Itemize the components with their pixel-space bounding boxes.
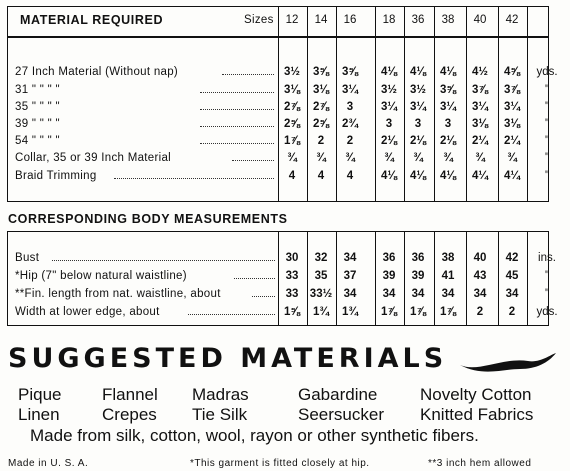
material-value: ¾: [345, 152, 355, 164]
size-column-rule: [375, 231, 376, 326]
sizes-label: Sizes: [244, 14, 274, 26]
body-value: 1¾: [342, 306, 358, 318]
leader-dots: [52, 260, 275, 261]
material-value: 2¼: [472, 135, 488, 147]
material-value: 3⅛: [313, 84, 329, 96]
body-value: 2: [476, 306, 484, 318]
body-row-label: *Hip (7" below natural waistline): [15, 270, 187, 282]
material-value: 4⅛: [440, 66, 456, 78]
material-value: 1⅞: [284, 135, 300, 147]
fabric-name: Linen: [18, 405, 60, 424]
material-value: 3⅛: [284, 84, 300, 96]
material-value: 3⅝: [313, 66, 329, 78]
body-value: 1⅞: [410, 306, 426, 318]
material-value: 3⅝: [440, 84, 456, 96]
material-row-label: Braid Trimming: [15, 170, 97, 182]
material-value: 3⅛: [472, 118, 488, 130]
leader-dots: [232, 160, 274, 161]
size-header: 12: [285, 14, 299, 26]
made-in-note: Made in U. S. A.: [8, 458, 89, 469]
leader-dots: [200, 126, 274, 127]
body-value: 1⅝: [284, 306, 300, 318]
body-value: 1¾: [313, 306, 329, 318]
leader-dots: [252, 296, 275, 297]
size-header: 40: [473, 14, 487, 26]
material-value: 2¾: [342, 118, 358, 130]
body-unit: ": [544, 270, 550, 282]
body-value: 33: [285, 270, 299, 282]
material-value: ¾: [316, 152, 326, 164]
material-unit: ": [544, 152, 550, 164]
size-header: 18: [382, 14, 396, 26]
material-value: 2⅛: [410, 135, 426, 147]
size-column-rule: [434, 231, 435, 326]
body-value: 39: [382, 270, 396, 282]
material-row-label: 35 " " " ": [15, 101, 60, 113]
body-value: 34: [343, 252, 357, 264]
material-value: ¾: [413, 152, 423, 164]
material-value: 3¼: [504, 101, 520, 113]
size-header: 14: [314, 14, 328, 26]
size-column-rule: [498, 6, 499, 202]
size-column-rule: [307, 6, 308, 202]
body-value: 34: [505, 288, 519, 300]
leader-dots: [200, 143, 274, 144]
size-column-rule: [404, 231, 405, 326]
body-value: 33½: [309, 288, 333, 300]
material-value: 2⅞: [284, 101, 300, 113]
body-table-title: CORRESPONDING BODY MEASUREMENTS: [8, 212, 288, 226]
material-row-label: 39 " " " ": [15, 118, 60, 130]
material-value: 4: [317, 170, 325, 182]
material-value: 4⅛: [410, 170, 426, 182]
material-unit: ": [544, 84, 550, 96]
material-value: ¾: [287, 152, 297, 164]
body-value: 42: [505, 252, 519, 264]
body-value: 34: [441, 288, 455, 300]
body-value: 34: [343, 288, 357, 300]
body-value: 45: [505, 270, 519, 282]
body-value: 30: [285, 252, 299, 264]
leader-dots: [188, 314, 275, 315]
material-value: 3¼: [342, 84, 358, 96]
material-value: ¾: [475, 152, 485, 164]
fabric-name: Crepes: [102, 405, 157, 424]
fabric-name: Knitted Fabrics: [420, 405, 534, 424]
size-column-rule: [336, 6, 337, 202]
leader-dots: [114, 178, 274, 179]
body-value: 2: [508, 306, 516, 318]
fit-note: *This garment is fitted closely at hip.: [190, 458, 370, 469]
body-value: 36: [382, 252, 396, 264]
body-value: 36: [411, 252, 425, 264]
body-value: 37: [343, 270, 357, 282]
fabric-name: Novelty Cotton: [420, 385, 532, 404]
body-value: 34: [473, 288, 487, 300]
size-header: 16: [343, 14, 357, 26]
material-unit: ": [544, 101, 550, 113]
body-value: 35: [314, 270, 328, 282]
body-row-label: **Fin. length from nat. waistline, about: [15, 288, 221, 300]
fiber-note: Made from silk, cotton, wool, rayon or other synthetic fibers.: [30, 426, 479, 445]
material-value: 3: [444, 118, 452, 130]
body-row-label: Bust: [15, 252, 40, 264]
size-column-rule: [404, 6, 405, 202]
body-unit: ": [544, 288, 550, 300]
material-value: 4⅛: [410, 66, 426, 78]
material-unit: ": [544, 170, 550, 182]
body-value: 33: [285, 288, 299, 300]
size-column-rule: [466, 6, 467, 202]
material-value: 2: [317, 135, 325, 147]
body-value: 41: [441, 270, 455, 282]
body-value: 1⅞: [381, 306, 397, 318]
material-value: 4: [288, 170, 296, 182]
material-value: 2¼: [504, 135, 520, 147]
material-value: 4⅛: [381, 66, 397, 78]
leader-dots: [200, 109, 274, 110]
material-value: ¾: [443, 152, 453, 164]
body-value: 39: [411, 270, 425, 282]
material-unit: ": [544, 118, 550, 130]
material-value: 2⅝: [313, 118, 329, 130]
suggested-materials-title: SUGGESTED MATERIALS: [8, 343, 448, 374]
material-value: 4⅛: [440, 170, 456, 182]
unit-column-rule: [527, 6, 528, 202]
material-value: 3⅞: [504, 84, 520, 96]
body-value: 34: [382, 288, 396, 300]
hem-note: **3 inch hem allowed: [428, 458, 532, 469]
material-value: 2⅛: [440, 135, 456, 147]
size-column-rule: [466, 231, 467, 326]
material-value: 3¼: [381, 101, 397, 113]
material-value: 2⅛: [381, 135, 397, 147]
leader-dots: [222, 74, 274, 75]
swash-ornament: [458, 347, 558, 375]
material-value: 3: [414, 118, 422, 130]
size-header: 42: [505, 14, 519, 26]
material-value: 2⅞: [313, 101, 329, 113]
fabric-name: Pique: [18, 385, 62, 404]
size-column-rule: [434, 6, 435, 202]
material-value: 2⅝: [284, 118, 300, 130]
size-header: 38: [441, 14, 455, 26]
body-value: 32: [314, 252, 328, 264]
material-value: ¾: [384, 152, 394, 164]
material-row-label: 31 " " " ": [15, 84, 60, 96]
material-value: 4⅝: [504, 66, 520, 78]
material-value: 3: [385, 118, 393, 130]
material-value: 4⅛: [381, 170, 397, 182]
leader-dots: [200, 92, 274, 93]
body-value: 34: [411, 288, 425, 300]
body-value: 43: [473, 270, 487, 282]
size-column-rule: [336, 231, 337, 326]
size-column-rule: [375, 6, 376, 202]
material-row-label: 54 " " " ": [15, 135, 60, 147]
material-value: 3⅝: [342, 66, 358, 78]
material-value: 3⅞: [472, 84, 488, 96]
material-unit: ": [544, 135, 550, 147]
material-row-label: 27 Inch Material (Without nap): [15, 66, 179, 78]
material-value: 2: [346, 135, 354, 147]
material-value: 3½: [410, 84, 426, 96]
size-column-rule: [278, 6, 279, 202]
material-value: ¾: [507, 152, 517, 164]
body-unit: ins.: [538, 252, 556, 264]
unit-column-rule: [527, 231, 528, 326]
material-value: 4½: [472, 66, 488, 78]
material-value: 3½: [381, 84, 397, 96]
fabric-name: Gabardine: [298, 385, 378, 404]
material-value: 3¼: [410, 101, 426, 113]
material-value: 3½: [284, 66, 300, 78]
material-value: 3¼: [440, 101, 456, 113]
material-value: 3: [346, 101, 354, 113]
size-header: 36: [411, 14, 425, 26]
size-column-rule: [498, 231, 499, 326]
material-unit: yds.: [536, 66, 558, 78]
fabric-name: Flannel: [102, 385, 158, 404]
material-value: 4¼: [504, 170, 520, 182]
material-table-title: MATERIAL REQUIRED: [20, 13, 164, 27]
body-value: 40: [473, 252, 487, 264]
material-value: 4¼: [472, 170, 488, 182]
material-value: 3¼: [472, 101, 488, 113]
fabric-name: Tie Silk: [192, 405, 248, 424]
size-column-rule: [307, 231, 308, 326]
material-value: 4: [346, 170, 354, 182]
fabric-name: Seersucker: [298, 405, 384, 424]
body-row-label: Width at lower edge, about: [15, 306, 160, 318]
body-value: 1⅞: [440, 306, 456, 318]
size-column-rule: [278, 231, 279, 326]
leader-dots: [234, 278, 275, 279]
fabric-name: Madras: [192, 385, 249, 404]
material-value: 3⅛: [504, 118, 520, 130]
material-row-label: Collar, 35 or 39 Inch Material: [15, 152, 172, 164]
body-value: 38: [441, 252, 455, 264]
body-unit: yds.: [536, 306, 558, 318]
